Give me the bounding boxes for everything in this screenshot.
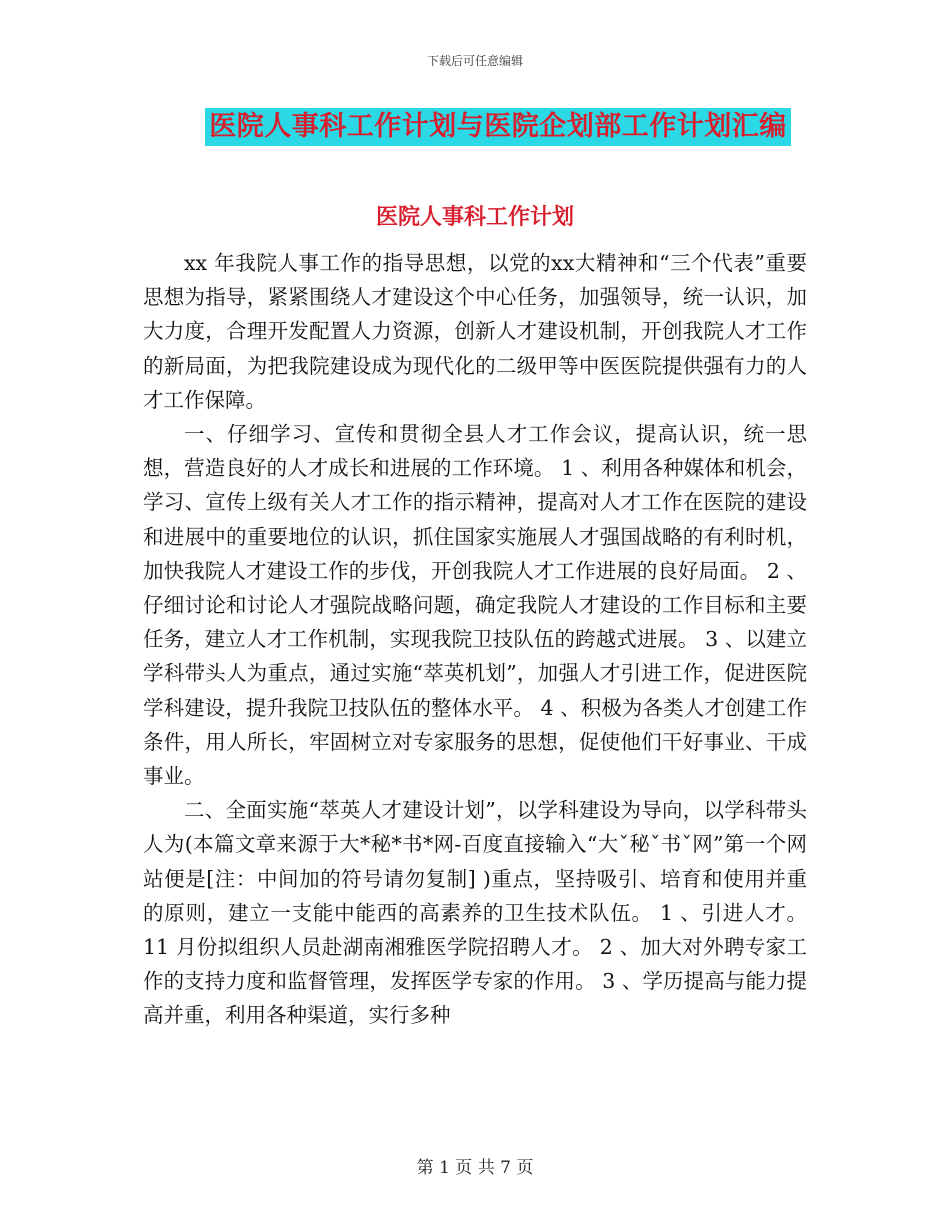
page-number-footer: 第 1 页 共 7 页: [416, 1158, 534, 1178]
section-title: 医院人事科工作计划: [375, 205, 574, 230]
main-title-container: [0, 108, 950, 146]
paragraph-1: xx 年我院人事工作的指导思想，以党的xx大精神和“三个代表”重要思想为指导，紧紧围绕人才建设这个中心任务，加强领导，统一认识，加大力度，合理开发配置人力资源，创新人才建设机制，开创我院人才工作的新局面，为把我院建设成为现代化的二级甲等中医医院提供强有力的人才工作保障。: [143, 251, 807, 412]
paragraph-2: 一、仔细学习、宣传和贯彻全县人才工作会议，提高认识，统一思想，营造良好的人才成长和进展的工作环境。 1 、利用各种媒体和机会，学习、宣传上级有关人才工作的指示精神，提高对人才工作在医院的建设和进展中的重要地位的认识，抓住国家实施展人才强国战略的有利时机，加快我院人才建设工作的步伐，开创我院人才工作进展的良好局面。 2 、仔细讨论和讨论人才强院战略问题，确定我院人才建设的工作目标和主要任务，建立人才工作机制，实现我院卫技队伍的跨越式进展。 3 、以建立学科带头人为重点，通过实施“萃英机划”，加强人才引进工作，促进医院学科建设，提升我院卫技队伍的整体水平。 4 、积极为各类人才创建工作条件，用人所长，牢固树立对专家服务的思想，促使他们干好事业、干成事业。: [143, 422, 807, 789]
paragraph-3: 二、全面实施“萃英人才建设计划”，以学科建设为导向，以学科带头人为(本篇文章来源于大*秘*书*网-百度直接输入“大ˇ秘ˇ书ˇ网”第一个网站便是[注：中间加的符号请勿复制] )重点，坚持吸引、培育和使用并重的原则，建立一支能中能西的高素养的卫生技术队伍。 1 、引进人才。 11 月份拟组织人员赴湖南湘雅医学院招聘人才。 2 、加大对外聘专家工作的支持力度和监督管理，发挥医学专家的作用。 3 、学历提高与能力提高并重，利用各种渠道，实行多种: [143, 798, 807, 1028]
document-body: [143, 246, 807, 1033]
main-title: 医院人事科工作计划与医院企划部工作计划汇编: [205, 108, 791, 146]
download-note: 下载后可任意编辑: [426, 54, 523, 68]
